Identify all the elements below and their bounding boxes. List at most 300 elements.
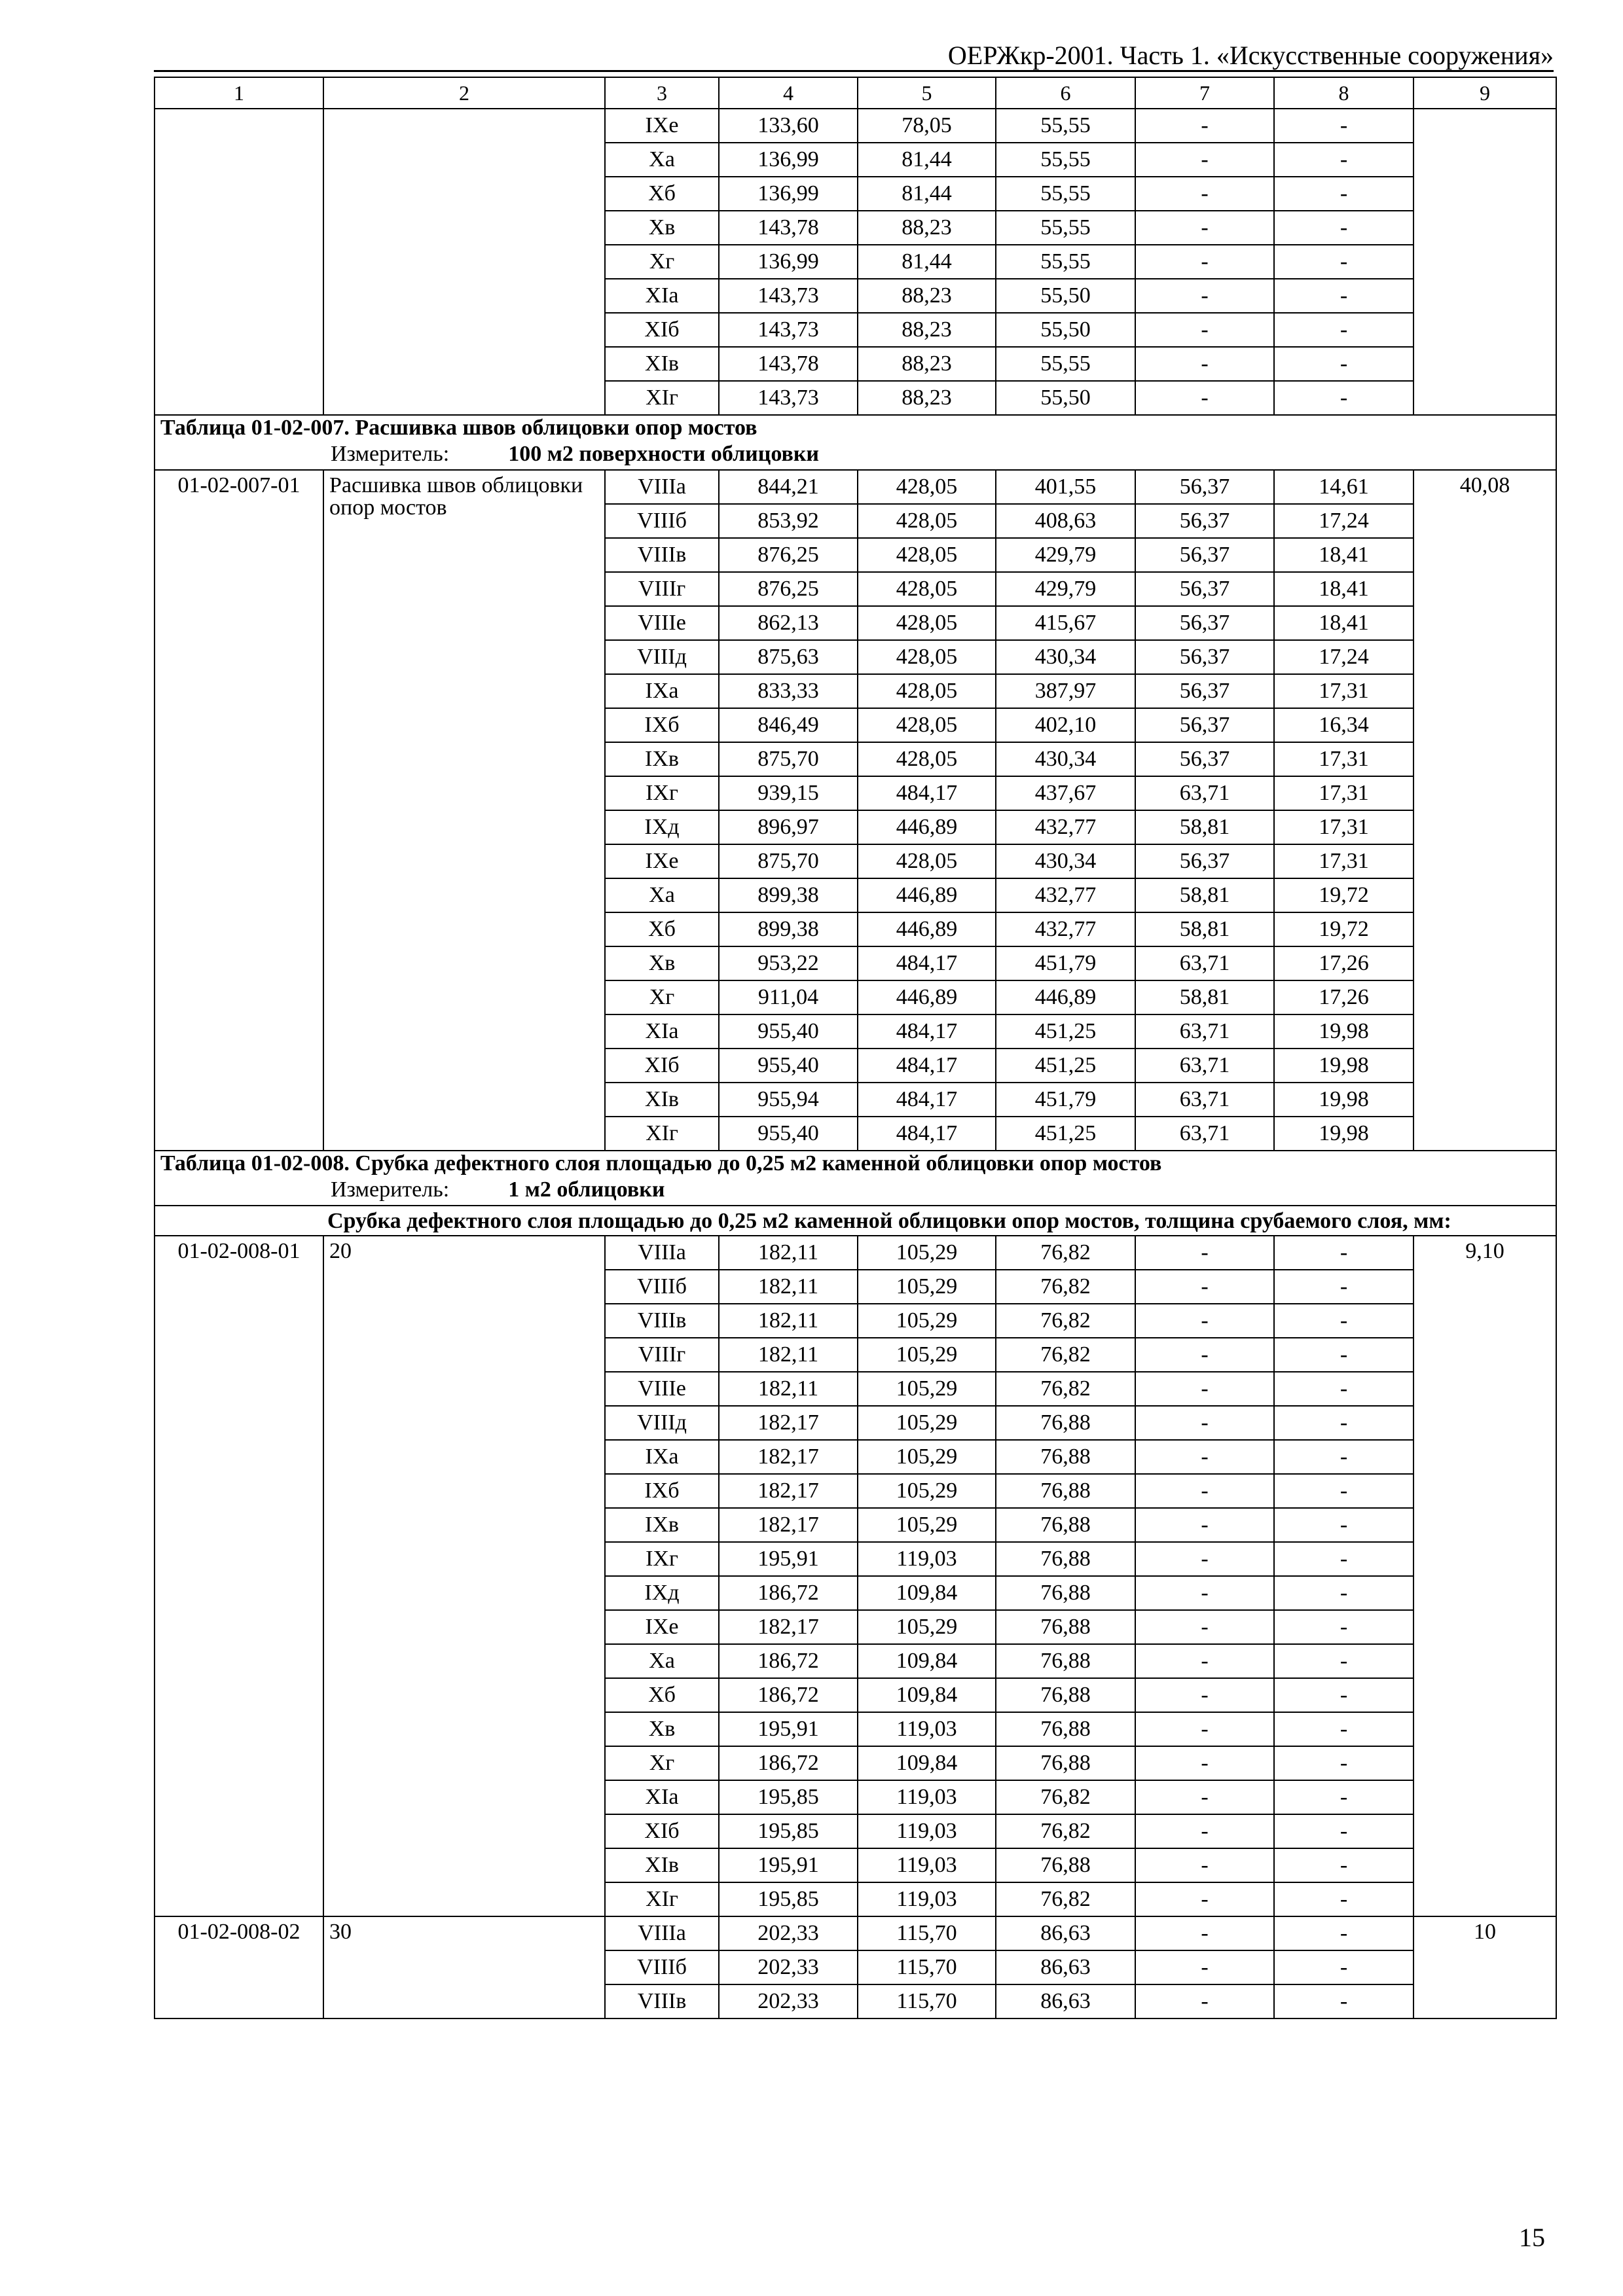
materials-cost-cell: 17,31 <box>1274 674 1413 708</box>
machine-cost-cell: 55,50 <box>996 313 1135 347</box>
machine-cost-cell: 55,55 <box>996 211 1135 245</box>
total-cost-cell: 955,40 <box>719 1049 858 1083</box>
category-cell: VIIIе <box>605 606 719 640</box>
labor-cost-cell: 484,17 <box>858 946 996 980</box>
category-cell: Xб <box>605 1678 719 1712</box>
measure-value: 100 м2 поверхности облицовки <box>508 442 820 466</box>
labor-cost-cell: 428,05 <box>858 844 996 878</box>
labor-cost-cell: 88,23 <box>858 211 996 245</box>
category-cell: XIв <box>605 347 719 381</box>
rates-table <box>154 77 1557 2019</box>
machine-cost-cell: 76,88 <box>996 1848 1135 1882</box>
materials-cost-cell: 18,41 <box>1274 606 1413 640</box>
total-cost-cell: 955,40 <box>719 1117 858 1151</box>
machine-wage-cell: - <box>1135 1372 1274 1406</box>
category-cell: IXв <box>605 1508 719 1542</box>
total-cost-cell: 182,11 <box>719 1236 858 1270</box>
code-cell <box>155 109 323 415</box>
total-cost-cell: 186,72 <box>719 1678 858 1712</box>
materials-cost-cell: - <box>1274 1610 1413 1644</box>
name-cell <box>323 109 605 415</box>
machine-wage-cell: - <box>1135 1916 1274 1950</box>
total-cost-cell: 875,63 <box>719 640 858 674</box>
machine-wage-cell: 58,81 <box>1135 980 1274 1014</box>
category-cell: VIIIа <box>605 1916 719 1950</box>
table-title: Таблица 01-02-007. Расшивка швов облицовки опор мостов <box>155 415 1556 439</box>
materials-cost-cell: - <box>1274 347 1413 381</box>
materials-cost-cell: - <box>1274 1678 1413 1712</box>
machine-wage-cell: - <box>1135 1814 1274 1848</box>
machine-wage-cell: - <box>1135 381 1274 415</box>
materials-cost-cell: 18,41 <box>1274 538 1413 572</box>
labor-cost-cell: 428,05 <box>858 742 996 776</box>
name-cell: Расшивка швов облицовки опор мостов <box>323 470 605 1151</box>
machine-wage-cell: - <box>1135 109 1274 143</box>
machine-cost-cell: 76,88 <box>996 1610 1135 1644</box>
materials-cost-cell: 17,24 <box>1274 504 1413 538</box>
machine-wage-cell: - <box>1135 1848 1274 1882</box>
total-cost-cell: 202,33 <box>719 1984 858 2018</box>
blank-cell <box>155 1206 323 1236</box>
total-cost-cell: 195,91 <box>719 1542 858 1576</box>
category-cell: Xг <box>605 245 719 279</box>
materials-cost-cell: - <box>1274 1984 1413 2018</box>
materials-cost-cell: 17,31 <box>1274 742 1413 776</box>
category-cell: IXд <box>605 1576 719 1610</box>
code-cell: 01-02-008-02 <box>155 1916 323 2018</box>
materials-cost-cell: 17,31 <box>1274 810 1413 844</box>
total-cost-cell: 953,22 <box>719 946 858 980</box>
table-title-row <box>155 415 1556 439</box>
labor-cost-cell: 109,84 <box>858 1746 996 1780</box>
category-cell: IXд <box>605 810 719 844</box>
labor-cost-cell: 446,89 <box>858 878 996 912</box>
category-cell: VIIIб <box>605 1270 719 1304</box>
labor-cost-cell: 78,05 <box>858 109 996 143</box>
machine-cost-cell: 408,63 <box>996 504 1135 538</box>
total-cost-cell: 844,21 <box>719 470 858 504</box>
total-cost-cell: 182,17 <box>719 1440 858 1474</box>
category-cell: Xв <box>605 1712 719 1746</box>
column-number: 2 <box>323 77 605 109</box>
total-cost-cell: 202,33 <box>719 1916 858 1950</box>
labor-cost-cell: 88,23 <box>858 279 996 313</box>
total-cost-cell: 911,04 <box>719 980 858 1014</box>
total-cost-cell: 876,25 <box>719 538 858 572</box>
materials-cost-cell: - <box>1274 1270 1413 1304</box>
machine-wage-cell: 58,81 <box>1135 810 1274 844</box>
machine-cost-cell: 55,55 <box>996 143 1135 177</box>
machine-cost-cell: 451,79 <box>996 946 1135 980</box>
name-cell: 30 <box>323 1916 605 2018</box>
materials-cost-cell: 19,98 <box>1274 1083 1413 1117</box>
name-cell: 20 <box>323 1236 605 1916</box>
total-cost-cell: 136,99 <box>719 143 858 177</box>
table-row <box>155 109 1556 143</box>
labor-hours-cell: 9,10 <box>1413 1236 1556 1916</box>
labor-cost-cell: 428,05 <box>858 708 996 742</box>
table-title: Таблица 01-02-008. Срубка дефектного слоя площадью до 0,25 м2 каменной облицовки опор мостов <box>155 1151 1556 1175</box>
total-cost-cell: 182,11 <box>719 1304 858 1338</box>
materials-cost-cell: - <box>1274 1848 1413 1882</box>
column-number: 5 <box>858 77 996 109</box>
table-title-row <box>155 1151 1556 1175</box>
labor-cost-cell: 81,44 <box>858 143 996 177</box>
table-row <box>155 1916 1556 1950</box>
materials-cost-cell: 17,26 <box>1274 980 1413 1014</box>
category-cell: XIг <box>605 381 719 415</box>
machine-cost-cell: 451,25 <box>996 1014 1135 1049</box>
materials-cost-cell: - <box>1274 245 1413 279</box>
total-cost-cell: 182,17 <box>719 1610 858 1644</box>
column-number: 8 <box>1274 77 1413 109</box>
category-cell: XIг <box>605 1117 719 1151</box>
materials-cost-cell: 17,26 <box>1274 946 1413 980</box>
labor-cost-cell: 484,17 <box>858 776 996 810</box>
total-cost-cell: 195,85 <box>719 1814 858 1848</box>
column-number: 6 <box>996 77 1135 109</box>
total-cost-cell: 202,33 <box>719 1950 858 1984</box>
category-cell: XIв <box>605 1083 719 1117</box>
measure-row <box>155 1175 1556 1206</box>
category-cell: Xг <box>605 980 719 1014</box>
materials-cost-cell: - <box>1274 1644 1413 1678</box>
total-cost-cell: 939,15 <box>719 776 858 810</box>
machine-cost-cell: 451,25 <box>996 1117 1135 1151</box>
total-cost-cell: 195,91 <box>719 1848 858 1882</box>
machine-wage-cell: 56,37 <box>1135 572 1274 606</box>
labor-cost-cell: 484,17 <box>858 1083 996 1117</box>
machine-wage-cell: 56,37 <box>1135 708 1274 742</box>
machine-cost-cell: 76,82 <box>996 1780 1135 1814</box>
labor-cost-cell: 428,05 <box>858 538 996 572</box>
materials-cost-cell: 19,72 <box>1274 878 1413 912</box>
labor-cost-cell: 484,17 <box>858 1049 996 1083</box>
machine-cost-cell: 429,79 <box>996 538 1135 572</box>
category-cell: Xа <box>605 143 719 177</box>
materials-cost-cell: - <box>1274 1304 1413 1338</box>
machine-cost-cell: 76,88 <box>996 1746 1135 1780</box>
machine-wage-cell: - <box>1135 1712 1274 1746</box>
labor-cost-cell: 484,17 <box>858 1014 996 1049</box>
machine-wage-cell: 58,81 <box>1135 878 1274 912</box>
machine-cost-cell: 86,63 <box>996 1950 1135 1984</box>
total-cost-cell: 195,85 <box>719 1882 858 1916</box>
code-cell: 01-02-008-01 <box>155 1236 323 1916</box>
total-cost-cell: 186,72 <box>719 1644 858 1678</box>
machine-cost-cell: 76,88 <box>996 1508 1135 1542</box>
category-cell: IXе <box>605 1610 719 1644</box>
materials-cost-cell: - <box>1274 143 1413 177</box>
machine-wage-cell: 56,37 <box>1135 538 1274 572</box>
machine-cost-cell: 76,88 <box>996 1644 1135 1678</box>
materials-cost-cell: 19,72 <box>1274 912 1413 946</box>
materials-cost-cell: 19,98 <box>1274 1014 1413 1049</box>
total-cost-cell: 899,38 <box>719 878 858 912</box>
machine-wage-cell: - <box>1135 1542 1274 1576</box>
machine-wage-cell: - <box>1135 1406 1274 1440</box>
machine-cost-cell: 430,34 <box>996 844 1135 878</box>
machine-cost-cell: 55,55 <box>996 347 1135 381</box>
category-cell: VIIIг <box>605 572 719 606</box>
machine-cost-cell: 76,82 <box>996 1882 1135 1916</box>
machine-wage-cell: - <box>1135 279 1274 313</box>
materials-cost-cell: - <box>1274 1916 1413 1950</box>
materials-cost-cell: 17,31 <box>1274 844 1413 878</box>
machine-wage-cell: - <box>1135 1270 1274 1304</box>
category-cell: Xг <box>605 1746 719 1780</box>
labor-cost-cell: 88,23 <box>858 347 996 381</box>
labor-cost-cell: 115,70 <box>858 1916 996 1950</box>
materials-cost-cell: - <box>1274 1712 1413 1746</box>
category-cell: Xб <box>605 177 719 211</box>
machine-cost-cell: 76,82 <box>996 1304 1135 1338</box>
labor-cost-cell: 105,29 <box>858 1508 996 1542</box>
machine-cost-cell: 76,82 <box>996 1270 1135 1304</box>
category-cell: VIIIв <box>605 1984 719 2018</box>
column-number: 1 <box>155 77 323 109</box>
category-cell: VIIIв <box>605 1304 719 1338</box>
total-cost-cell: 833,33 <box>719 674 858 708</box>
materials-cost-cell: - <box>1274 1372 1413 1406</box>
machine-cost-cell: 76,82 <box>996 1814 1135 1848</box>
machine-wage-cell: - <box>1135 1236 1274 1270</box>
materials-cost-cell: - <box>1274 1814 1413 1848</box>
machine-wage-cell: - <box>1135 1644 1274 1678</box>
column-number: 7 <box>1135 77 1274 109</box>
total-cost-cell: 186,72 <box>719 1746 858 1780</box>
category-cell: XIа <box>605 279 719 313</box>
category-cell: IXе <box>605 844 719 878</box>
materials-cost-cell: 19,98 <box>1274 1117 1413 1151</box>
total-cost-cell: 862,13 <box>719 606 858 640</box>
machine-cost-cell: 55,50 <box>996 279 1135 313</box>
labor-cost-cell: 81,44 <box>858 177 996 211</box>
column-number: 4 <box>719 77 858 109</box>
page-number: 15 <box>1519 2223 1545 2252</box>
labor-hours-cell: 10 <box>1413 1916 1556 2018</box>
labor-cost-cell: 119,03 <box>858 1848 996 1882</box>
machine-wage-cell: 58,81 <box>1135 912 1274 946</box>
labor-cost-cell: 105,29 <box>858 1338 996 1372</box>
labor-cost-cell: 428,05 <box>858 470 996 504</box>
materials-cost-cell: 16,34 <box>1274 708 1413 742</box>
measure-row <box>155 439 1556 470</box>
column-number: 3 <box>605 77 719 109</box>
labor-cost-cell: 109,84 <box>858 1678 996 1712</box>
category-cell: XIв <box>605 1848 719 1882</box>
labor-cost-cell: 88,23 <box>858 381 996 415</box>
machine-wage-cell: - <box>1135 1780 1274 1814</box>
materials-cost-cell: 17,24 <box>1274 640 1413 674</box>
materials-cost-cell: - <box>1274 1576 1413 1610</box>
document-title: ОЕРЖкр-2001. Часть 1. «Искусственные сооружения» <box>947 41 1554 70</box>
category-cell: IXв <box>605 742 719 776</box>
materials-cost-cell: - <box>1274 1542 1413 1576</box>
category-cell: XIа <box>605 1014 719 1049</box>
description-row <box>155 1206 1556 1236</box>
machine-cost-cell: 76,88 <box>996 1542 1135 1576</box>
machine-wage-cell: - <box>1135 1474 1274 1508</box>
category-cell: IXб <box>605 708 719 742</box>
machine-wage-cell: - <box>1135 245 1274 279</box>
materials-cost-cell: - <box>1274 313 1413 347</box>
category-cell: VIIIв <box>605 538 719 572</box>
total-cost-cell: 875,70 <box>719 742 858 776</box>
category-cell: Xа <box>605 1644 719 1678</box>
materials-cost-cell: 18,41 <box>1274 572 1413 606</box>
machine-cost-cell: 76,82 <box>996 1236 1135 1270</box>
machine-wage-cell: - <box>1135 1338 1274 1372</box>
materials-cost-cell: - <box>1274 381 1413 415</box>
machine-cost-cell: 86,63 <box>996 1916 1135 1950</box>
labor-cost-cell: 119,03 <box>858 1780 996 1814</box>
machine-wage-cell: 63,71 <box>1135 1083 1274 1117</box>
labor-cost-cell: 105,29 <box>858 1474 996 1508</box>
materials-cost-cell: - <box>1274 1236 1413 1270</box>
total-cost-cell: 182,11 <box>719 1338 858 1372</box>
total-cost-cell: 136,99 <box>719 245 858 279</box>
machine-wage-cell: - <box>1135 347 1274 381</box>
machine-cost-cell: 76,88 <box>996 1440 1135 1474</box>
total-cost-cell: 143,73 <box>719 313 858 347</box>
total-cost-cell: 899,38 <box>719 912 858 946</box>
code-cell: 01-02-007-01 <box>155 470 323 1151</box>
machine-wage-cell: 56,37 <box>1135 674 1274 708</box>
labor-cost-cell: 119,03 <box>858 1814 996 1848</box>
machine-wage-cell: - <box>1135 313 1274 347</box>
machine-cost-cell: 437,67 <box>996 776 1135 810</box>
machine-wage-cell: - <box>1135 1678 1274 1712</box>
materials-cost-cell: - <box>1274 1882 1413 1916</box>
machine-cost-cell: 432,77 <box>996 912 1135 946</box>
labor-cost-cell: 119,03 <box>858 1882 996 1916</box>
labor-cost-cell: 428,05 <box>858 572 996 606</box>
labor-cost-cell: 109,84 <box>858 1576 996 1610</box>
materials-cost-cell: 17,31 <box>1274 776 1413 810</box>
total-cost-cell: 182,17 <box>719 1508 858 1542</box>
category-cell: VIIIд <box>605 640 719 674</box>
materials-cost-cell: - <box>1274 177 1413 211</box>
materials-cost-cell: - <box>1274 1508 1413 1542</box>
total-cost-cell: 182,17 <box>719 1406 858 1440</box>
category-cell: VIIIб <box>605 504 719 538</box>
machine-cost-cell: 76,88 <box>996 1576 1135 1610</box>
measure-line <box>155 439 1556 470</box>
machine-cost-cell: 430,34 <box>996 742 1135 776</box>
labor-cost-cell: 115,70 <box>858 1984 996 2018</box>
total-cost-cell: 143,73 <box>719 381 858 415</box>
materials-cost-cell: - <box>1274 211 1413 245</box>
machine-cost-cell: 415,67 <box>996 606 1135 640</box>
work-description: Срубка дефектного слоя площадью до 0,25 м2 каменной облицовки опор мостов, толщина срубаемого слоя, мм: <box>323 1206 1556 1236</box>
machine-wage-cell: 56,37 <box>1135 742 1274 776</box>
category-cell: XIб <box>605 1049 719 1083</box>
category-cell: IXа <box>605 1440 719 1474</box>
labor-cost-cell: 88,23 <box>858 313 996 347</box>
category-cell: Xа <box>605 878 719 912</box>
machine-cost-cell: 430,34 <box>996 640 1135 674</box>
category-cell: IXг <box>605 776 719 810</box>
total-cost-cell: 846,49 <box>719 708 858 742</box>
materials-cost-cell: - <box>1274 1338 1413 1372</box>
table-row <box>155 470 1556 504</box>
labor-cost-cell: 428,05 <box>858 504 996 538</box>
machine-cost-cell: 55,55 <box>996 109 1135 143</box>
labor-cost-cell: 446,89 <box>858 980 996 1014</box>
total-cost-cell: 143,73 <box>719 279 858 313</box>
total-cost-cell: 955,94 <box>719 1083 858 1117</box>
column-number-row <box>155 77 1556 109</box>
labor-cost-cell: 446,89 <box>858 810 996 844</box>
machine-wage-cell: 56,37 <box>1135 504 1274 538</box>
labor-cost-cell: 81,44 <box>858 245 996 279</box>
labor-cost-cell: 119,03 <box>858 1712 996 1746</box>
labor-cost-cell: 119,03 <box>858 1542 996 1576</box>
labor-cost-cell: 109,84 <box>858 1644 996 1678</box>
labor-hours-cell <box>1413 109 1556 415</box>
machine-cost-cell: 402,10 <box>996 708 1135 742</box>
category-cell: VIIIе <box>605 1372 719 1406</box>
labor-cost-cell: 428,05 <box>858 674 996 708</box>
machine-wage-cell: - <box>1135 1440 1274 1474</box>
machine-wage-cell: - <box>1135 1882 1274 1916</box>
machine-wage-cell: 63,71 <box>1135 1049 1274 1083</box>
materials-cost-cell: - <box>1274 1474 1413 1508</box>
category-cell: VIIIг <box>605 1338 719 1372</box>
measure-label: Измеритель: <box>331 442 450 466</box>
materials-cost-cell: - <box>1274 279 1413 313</box>
category-cell: IXе <box>605 109 719 143</box>
machine-cost-cell: 86,63 <box>996 1984 1135 2018</box>
machine-wage-cell: 63,71 <box>1135 946 1274 980</box>
machine-wage-cell: 56,37 <box>1135 470 1274 504</box>
category-cell: Xв <box>605 946 719 980</box>
machine-wage-cell: - <box>1135 177 1274 211</box>
category-cell: IXг <box>605 1542 719 1576</box>
machine-wage-cell: - <box>1135 1304 1274 1338</box>
materials-cost-cell: - <box>1274 1406 1413 1440</box>
labor-cost-cell: 105,29 <box>858 1236 996 1270</box>
total-cost-cell: 182,17 <box>719 1474 858 1508</box>
materials-cost-cell: - <box>1274 1950 1413 1984</box>
total-cost-cell: 195,85 <box>719 1780 858 1814</box>
machine-cost-cell: 429,79 <box>996 572 1135 606</box>
labor-cost-cell: 105,29 <box>858 1610 996 1644</box>
total-cost-cell: 143,78 <box>719 211 858 245</box>
column-number: 9 <box>1413 77 1556 109</box>
measure-line <box>155 1175 1556 1206</box>
machine-wage-cell: 63,71 <box>1135 776 1274 810</box>
materials-cost-cell: 14,61 <box>1274 470 1413 504</box>
machine-wage-cell: - <box>1135 143 1274 177</box>
category-cell: XIб <box>605 313 719 347</box>
total-cost-cell: 136,99 <box>719 177 858 211</box>
total-cost-cell: 133,60 <box>719 109 858 143</box>
labor-cost-cell: 446,89 <box>858 912 996 946</box>
running-header <box>154 36 1554 72</box>
category-cell: VIIIа <box>605 470 719 504</box>
machine-cost-cell: 76,82 <box>996 1338 1135 1372</box>
category-cell: XIб <box>605 1814 719 1848</box>
machine-wage-cell: - <box>1135 1508 1274 1542</box>
total-cost-cell: 182,11 <box>719 1372 858 1406</box>
machine-wage-cell: 56,37 <box>1135 844 1274 878</box>
labor-cost-cell: 105,29 <box>858 1440 996 1474</box>
machine-cost-cell: 451,79 <box>996 1083 1135 1117</box>
machine-wage-cell: 56,37 <box>1135 640 1274 674</box>
total-cost-cell: 853,92 <box>719 504 858 538</box>
